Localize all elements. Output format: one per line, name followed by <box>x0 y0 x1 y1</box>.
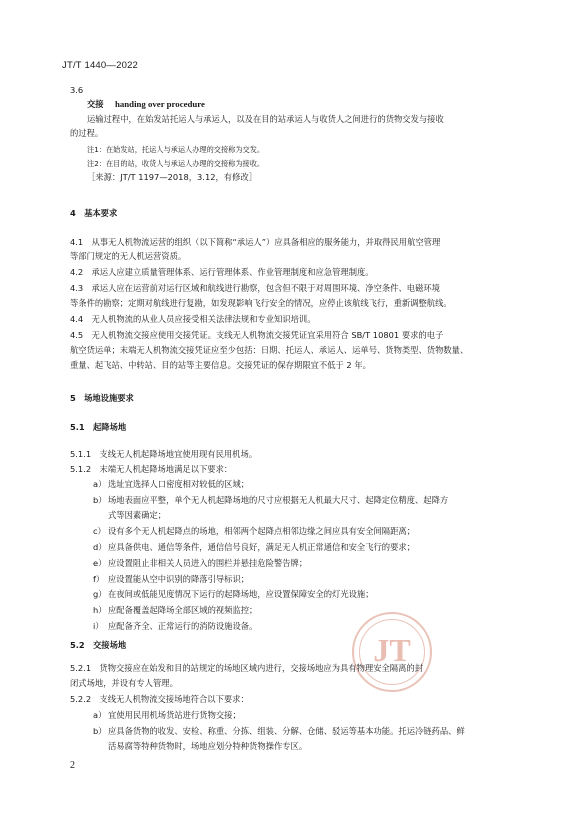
list-marker: b） <box>93 726 107 736</box>
list-marker: i） <box>93 621 104 631</box>
list-item: 场地表面应平整，单个无人机起降场地的尺寸应根据无人机最大尺寸、起降定位精度、起降方 <box>108 495 449 505</box>
source-citation: ［来源：JT/T 1197—2018，3.12，有修改］ <box>87 172 257 182</box>
list-marker: a） <box>93 479 107 489</box>
term-chinese: 交接 <box>87 99 104 109</box>
list-item: 宜使用民用机场货站进行货物交接； <box>108 710 241 720</box>
term-english: handing over procedure <box>115 99 205 109</box>
clause-line: 4.3 承运人应在运营前对运行区域和航线进行勘察，包含但不限于对周围环境、净空条件、电磁环境 <box>70 283 440 293</box>
list-marker: h） <box>93 605 107 615</box>
clause-number: 3.6 <box>70 85 84 95</box>
note-line: 注2：在目的站，收货人与承运人办理的交接称为接收。 <box>87 159 265 168</box>
list-item: 选址宜选择人口密度相对较低的区域； <box>108 479 250 489</box>
standard-code-header: JT/T 1440—2022 <box>62 60 139 71</box>
clause-line: 等条件的勘察；定期对航线进行复勘，如发现影响飞行安全的情况，应停止该航线飞行，重新调整航线。 <box>70 298 452 308</box>
clause-line: 5.1.2 末端无人机起降场地满足以下要求： <box>70 464 233 474</box>
clause-line: 4.4 无人机物流的从业人员应接受相关法律法规和专业知识培训。 <box>70 314 316 324</box>
clause-line: 4.5 无人机物流交接应使用交接凭证。支线无人机物流交接凭证宜采用符合 SB/T 10801 要求的电子 <box>70 330 444 340</box>
list-item: 在夜间或低能见度情况下运行的起降场地，应设置保障安全的灯光设施； <box>108 589 374 599</box>
jt-seal-watermark <box>352 612 432 692</box>
list-marker: a） <box>93 710 107 720</box>
clause-line: 4.1 从事无人机物流运营的组织（以下简称“承运人”）应具备相应的服务能力，并取得民用航空管理 <box>70 237 441 247</box>
section-heading: 4 基本要求 <box>70 208 118 218</box>
list-marker: e） <box>93 558 107 568</box>
list-item: 应设置阻止非相关人员进入的围栏并悬挂危险警告牌； <box>108 558 308 568</box>
page-number: 2 <box>70 760 75 771</box>
list-item: 应配备覆盖起降场全部区域的视频监控； <box>108 605 258 615</box>
clause-line: 5.1.1 支线无人机起降场地宜使用现有民用机场。 <box>70 449 258 459</box>
clause-line: 等部门规定的无人机运营资质。 <box>70 251 187 261</box>
seal-lettering: JT <box>373 632 411 668</box>
clause-line: 航空货运单；末端无人机物流交接凭证应至少包括：日期、托运人、承运人、运单号、货物类型、货物数量、 <box>70 345 469 355</box>
clause-line: 闭式场地，并设有专人管理。 <box>70 678 178 688</box>
list-marker: d） <box>93 542 107 552</box>
section-heading: 5 场地设施要求 <box>70 393 134 403</box>
clause-line: 5.2.2 支线无人机物流交接场地符合以下要求： <box>70 694 249 704</box>
list-marker: f） <box>93 574 105 584</box>
list-item: 应设置能从空中识别的降落引导标识； <box>108 574 250 584</box>
clause-line: 4.2 承运人应建立质量管理体系、运行管理体系、作业管理制度和应急管理制度。 <box>70 267 374 277</box>
list-marker: b） <box>93 495 107 505</box>
list-item: 应具备供电、通信等条件，通信信号良好，满足无人机正常通信和安全飞行的要求； <box>108 542 415 552</box>
list-item: 设有多个无人机起降点的场地，相邻两个起降点相邻边缘之间应具有安全间隔距离； <box>108 526 415 536</box>
list-item: 应配备齐全、正常运行的消防设施设备。 <box>108 621 258 631</box>
clause-line: 重量、起飞站、中转站、目的站等主要信息。交接凭证的保存期限宜不低于 2 年。 <box>70 360 371 370</box>
list-item: 活易腐等特种货物时，场地应划分特种货物操作专区。 <box>108 741 308 751</box>
list-item: 应具备货物的收发、安检、称重、分拣、组装、分解、仓储、驳运等基本功能。托运冷链药品、鲜 <box>108 726 465 736</box>
subsection-heading: 5.1 起降场地 <box>70 422 127 432</box>
clause-line: 5.2.1 货物交接应在始发和目的站规定的场地区域内进行，交接场地应为具有物理安全隔离的封 <box>70 663 423 673</box>
subsection-heading: 5.2 交接场地 <box>70 640 127 650</box>
list-item: 式等因素确定； <box>108 510 167 520</box>
note-line: 注1：在始发站，托运人与承运人办理的交接称为交发。 <box>87 145 265 154</box>
list-marker: g） <box>93 589 107 599</box>
list-marker: c） <box>93 526 106 536</box>
definition-line: 运输过程中，在始发站托运人与承运人，以及在目的站承运人与收货人之间进行的货物交发与接收 <box>87 114 444 124</box>
definition-line: 的过程。 <box>70 128 104 138</box>
